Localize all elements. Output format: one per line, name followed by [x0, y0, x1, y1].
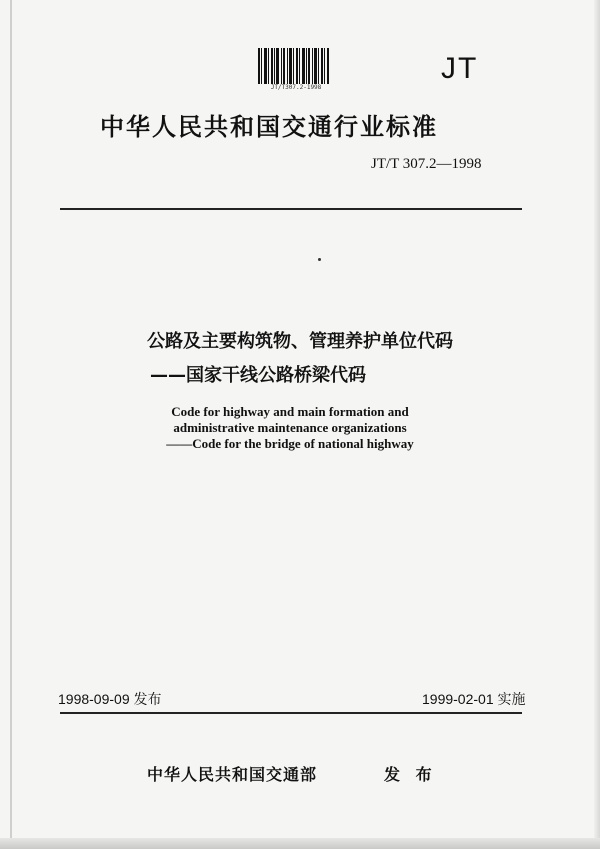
barcode-caption: JT/T307.2-1998 — [270, 84, 322, 91]
english-title-line-1: Code for highway and main formation and — [171, 404, 409, 419]
bottom-divider — [60, 712, 522, 714]
standard-number: JT/T 307.2—1998 — [371, 156, 482, 172]
barcode-graphic — [256, 48, 332, 84]
effective-date: 1999-02-01 实施 — [422, 691, 526, 707]
page-right-edge — [594, 0, 600, 849]
chinese-title-line-1: 公路及主要构筑物、管理养护单位代码 — [147, 331, 453, 352]
page-bottom-edge — [0, 838, 600, 849]
publisher-name: 中华人民共和国交通部 — [147, 765, 318, 784]
issue-date: 1998-09-09 发布 — [58, 691, 162, 707]
standard-category-title: 中华人民共和国交通行业标准 — [100, 112, 438, 141]
publish-label: 发 布 — [384, 765, 437, 784]
jt-logo: JT — [441, 52, 479, 85]
english-title-line-2: administrative maintenance organizations — [173, 420, 407, 435]
chinese-title-line-2: ——国家干线公路桥梁代码 — [150, 365, 366, 386]
english-title-line-3: ——Code for the bridge of national highway — [166, 436, 414, 451]
speck — [318, 258, 321, 261]
top-divider — [60, 208, 522, 210]
barcode — [256, 48, 332, 94]
